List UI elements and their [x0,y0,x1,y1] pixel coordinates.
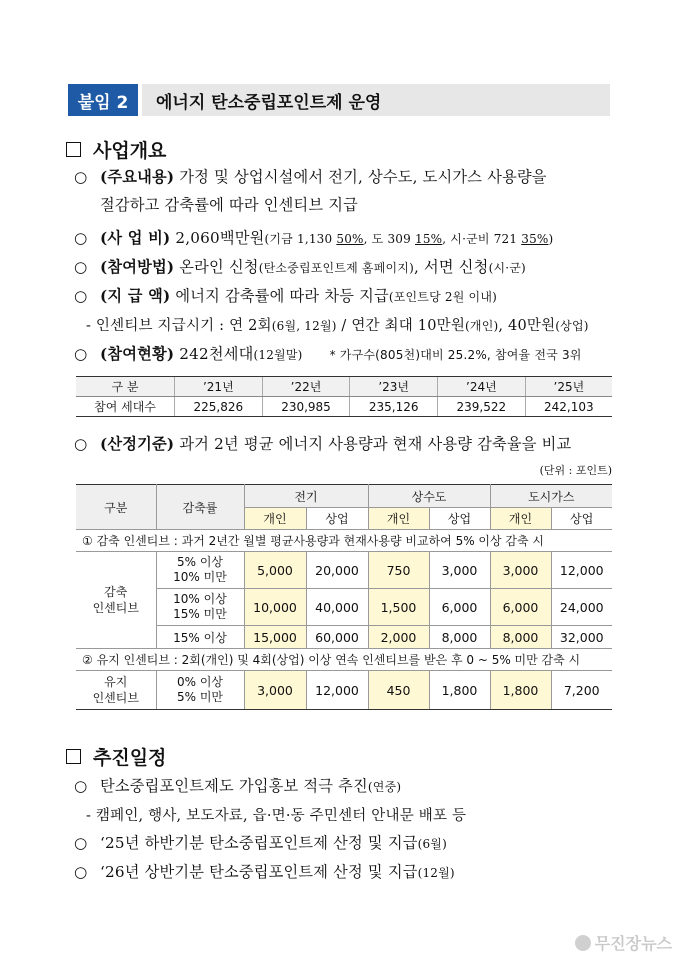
note-reduction-incentive: ① 감축 인센티브 : 과거 2년간 월별 평균사용량과 현재사용량 비교하여 5% 이상 감축 시 [76,530,612,552]
bullet-status: ○ (참여현황) 242천세대(12월말) * 가구수(805천)대비 25.2%, 참여율 전국 3위 [74,345,582,363]
header-personal: 개인 [368,508,429,530]
table-cell: 15,000 [244,626,306,649]
table-row-label: 참여 세대수 [76,397,175,417]
table-cell: 5,000 [244,552,306,589]
bullet-budget: ○ (사 업 비) 2,060백만원(기금 1,130 50%, 도 309 15%, 시·군비 721 35%) [74,229,554,247]
unit-label: (단위 : 포인트) [539,464,612,477]
group-maintenance-incentive: 유지 인센티브 [76,671,156,710]
bullet-label: (사 업 비) [100,229,171,247]
bullet-method: ○ (참여방법) 온라인 신청(탄소중립포인트제 홈페이지), 서면 신청(시·군) [74,258,526,276]
bullet-label: (참여현황) [100,345,175,363]
payment-schedule-sub: - 인센티브 지급시기 : 연 2회(6월, 12월) / 연간 최대 10만원(개인), 40만원(상업) [86,318,589,334]
rate-cell: 15% 이상 [156,626,244,649]
table-cell: 1,500 [368,589,429,626]
table-cell: 10,000 [244,589,306,626]
table-cell: 12,000 [551,552,612,589]
table-cell: 24,000 [551,589,612,626]
bullet-payment: ○ (지 급 액) 에너지 감축률에 따라 차등 지급(포인트당 2원 이내) [74,287,498,305]
header-group: 구분 [76,485,156,530]
table-cell: 230,985 [262,397,350,417]
header-commercial: 상업 [429,508,490,530]
section-title: 추진일정 [93,747,167,769]
table-header-row [76,377,612,397]
square-bullet-icon [66,749,81,764]
bullet-text: 가정 및 상업시설에서 전기, 상수도, 도시가스 사용량을 [179,168,547,186]
participation-table [76,376,612,417]
bullet-text: 절감하고 감축률에 따라 인센티브 지급 [100,196,359,214]
schedule-item-1-sub: - 캠페인, 행사, 보도자료, 읍·면·동 주민센터 안내문 배포 등 [86,808,467,824]
table-cell: 40,000 [306,589,368,626]
attachment-header [68,84,610,116]
table-cell: 60,000 [306,626,368,649]
square-bullet-icon [66,142,81,157]
section-heading-schedule [66,743,166,770]
table-cell: 6,000 [490,589,551,626]
header-electricity: 전기 [244,485,368,508]
page-title: 에너지 탄소중립포인트제 운영 [142,84,610,116]
header-commercial: 상업 [551,508,612,530]
bullet-content-cont [100,194,358,215]
attachment-badge: 붙임 2 [68,84,138,116]
header-water: 상수도 [368,485,490,508]
table-cell: 3,000 [244,671,306,710]
table-header-cell: ’25년 [525,377,612,397]
table-cell: 242,103 [525,397,612,417]
status-note: * 가구수(805천)대비 25.2%, 참여율 전국 3위 [329,348,582,362]
table-cell: 32,000 [551,626,612,649]
section-title: 사업개요 [93,140,167,162]
bullet-label: (주요내용) [100,168,175,186]
table-header-cell: ’21년 [175,377,263,397]
table-header-cell: ’23년 [350,377,438,397]
table-cell: 1,800 [490,671,551,710]
table-header-cell: 구 분 [76,377,175,397]
table-cell: 235,126 [350,397,438,417]
watermark-logo-icon [575,935,591,951]
incentive-table [76,484,612,710]
section-heading-overview [66,136,166,163]
table-row [76,397,612,417]
table-cell: 1,800 [429,671,490,710]
table-cell: 239,522 [438,397,526,417]
header-personal: 개인 [244,508,306,530]
table-cell: 8,000 [490,626,551,649]
watermark [575,931,672,954]
table-cell: 3,000 [490,552,551,589]
schedule-item-2: ○ ‘25년 하반기분 탄소중립포인트제 산정 및 지급(6월) [74,834,447,852]
schedule-item-3: ○ ‘26년 상반기분 탄소중립포인트제 산정 및 지급(12월) [74,863,455,881]
header-personal: 개인 [490,508,551,530]
table-header-cell: ’22년 [262,377,350,397]
table-cell: 20,000 [306,552,368,589]
table-header-cell: ’24년 [438,377,526,397]
table-cell: 450 [368,671,429,710]
header-commercial: 상업 [306,508,368,530]
bullet-label: (산정기준) [100,435,175,453]
watermark-text: 무진장뉴스 [594,934,672,953]
bullet-text: 과거 2년 평균 에너지 사용량과 현재 사용량 감축율을 비교 [179,435,572,453]
rate-cell: 0% 이상 5% 미만 [156,671,244,710]
rate-cell: 10% 이상 15% 미만 [156,589,244,626]
table-cell: 8,000 [429,626,490,649]
table-cell: 12,000 [306,671,368,710]
table-cell: 3,000 [429,552,490,589]
table-cell: 225,826 [175,397,263,417]
table-cell: 6,000 [429,589,490,626]
bullet-criteria: ○ (산정기준) 과거 2년 평균 에너지 사용량과 현재 사용량 감축율을 비교 [74,435,572,453]
group-reduction-incentive: 감축 인센티브 [76,552,156,649]
note-maintenance-incentive: ② 유지 인센티브 : 2회(개인) 및 4회(상업) 이상 연속 인센티브를 받은 후 0 ~ 5% 미만 감축 시 [76,649,612,671]
table-cell: 750 [368,552,429,589]
schedule-item-1: ○ 탄소중립포인트제도 가입홍보 적극 추진(연중) [74,777,402,795]
rate-cell: 5% 이상 10% 미만 [156,552,244,589]
header-rate: 감축률 [156,485,244,530]
table-cell: 2,000 [368,626,429,649]
table-cell: 7,200 [551,671,612,710]
bullet-label: (참여방법) [100,258,175,276]
bullet-content: ○ (주요내용) 가정 및 상업시설에서 전기, 상수도, 도시가스 사용량을 [74,168,547,186]
bullet-label: (지 급 액) [100,287,171,305]
header-gas: 도시가스 [490,485,612,508]
